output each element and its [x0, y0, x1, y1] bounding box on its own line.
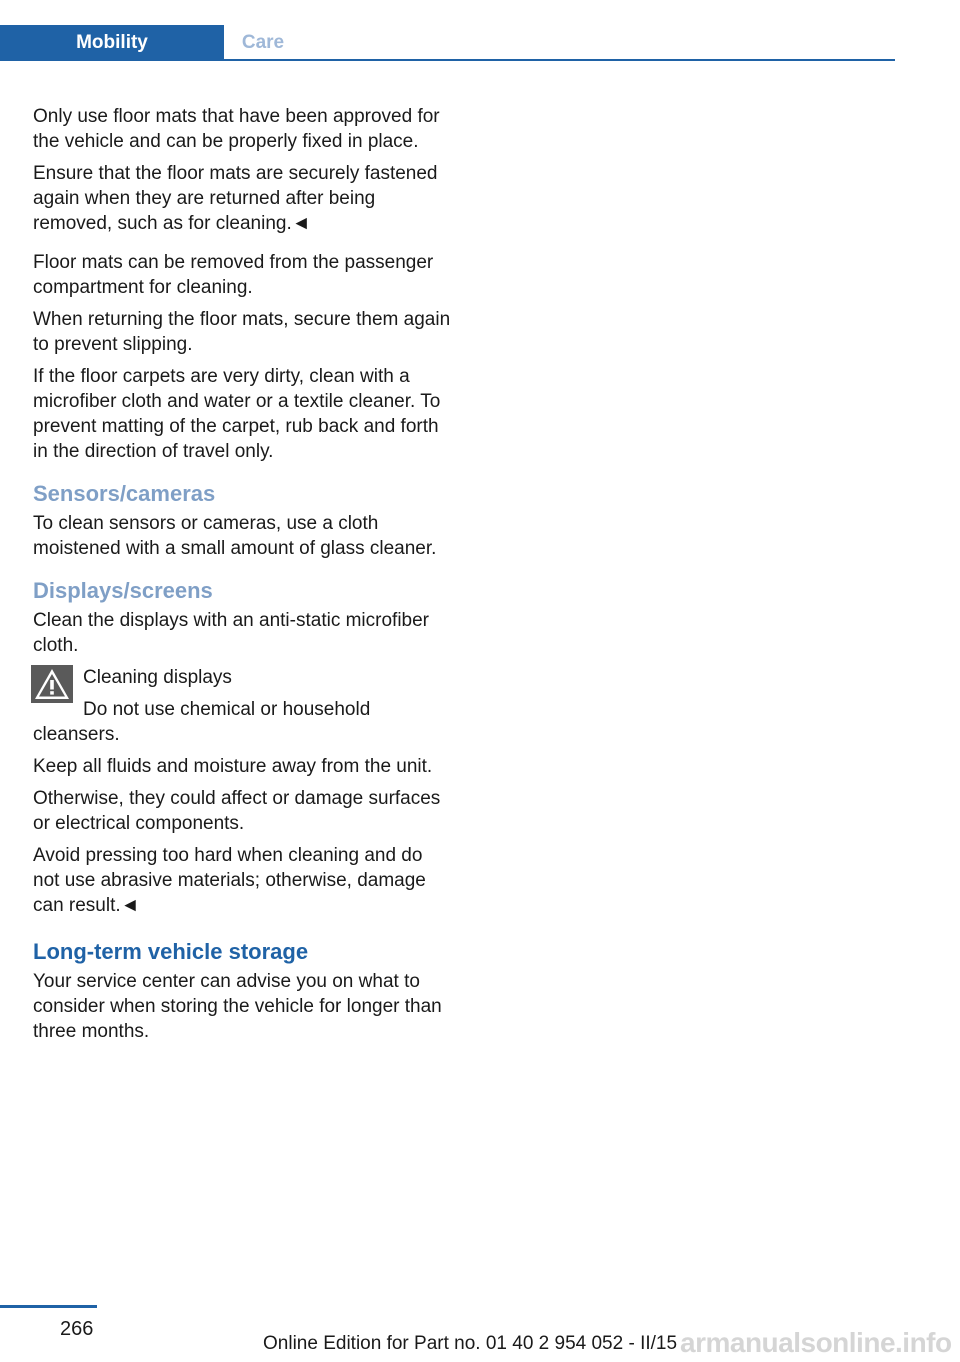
warning-line-2: Keep all fluids and moisture away from the unit.	[33, 756, 433, 777]
warning-line-3: Otherwise, they could affect or damage surfaces or electrical components.	[33, 788, 441, 834]
heading-displays-screens: Displays/screens	[33, 578, 213, 603]
tab-care[interactable]: Care	[241, 32, 285, 53]
chapter-tabs	[0, 25, 895, 61]
paragraph-sensors: To clean sensors or cameras, use a cloth moistened with a small amount of glass cleaner.	[33, 513, 437, 559]
paragraph-displays: Clean the displays with an anti-static microfiber cloth.	[33, 610, 430, 656]
warning-line-4: Avoid pressing too hard when cleaning and do not use abrasive materials; otherwise, damage can result.◄	[33, 845, 426, 916]
header-divider	[224, 59, 895, 61]
paragraph-clean-carpets: If the floor carpets are very dirty, clean with a microfiber cloth and water or a textile cleaner. To prevent matting of the carpet, rub back and forth in the direction of travel only.	[33, 366, 441, 462]
edition-note: Online Edition for Part no. 01 40 2 954 052 - II/15	[263, 1333, 678, 1354]
paragraph-storage: Your service center can advise you on what to consider when storing the vehicle for longer than three months.	[33, 971, 442, 1042]
warning-title: Cleaning displays	[83, 667, 232, 688]
page-number: 266	[60, 1318, 94, 1340]
warning-line-1: Do not use chemical or household cleansers.	[33, 699, 371, 745]
tab-mobility[interactable]: Mobility	[0, 25, 224, 61]
heading-long-term-storage: Long-term vehicle storage	[33, 939, 309, 964]
paragraph-remove-mats: Floor mats can be removed from the passenger compartment for cleaning.	[33, 252, 434, 298]
warning-block	[33, 665, 453, 747]
warning-triangle-icon	[31, 665, 73, 703]
footer-divider	[0, 1305, 97, 1308]
page-content	[33, 104, 453, 1051]
paragraph-fasten-mats: Ensure that the floor mats are securely fastened again when they are returned after being removed, such as for cleaning.◄	[33, 163, 438, 234]
watermark: armanualsonline.info	[680, 1327, 952, 1358]
paragraph-secure-mats: When returning the floor mats, secure them again to prevent slipping.	[33, 309, 451, 355]
heading-sensors-cameras: Sensors/cameras	[33, 481, 216, 506]
paragraph-approved-mats: Only use floor mats that have been approved for the vehicle and can be properly fixed in place.	[33, 106, 440, 152]
